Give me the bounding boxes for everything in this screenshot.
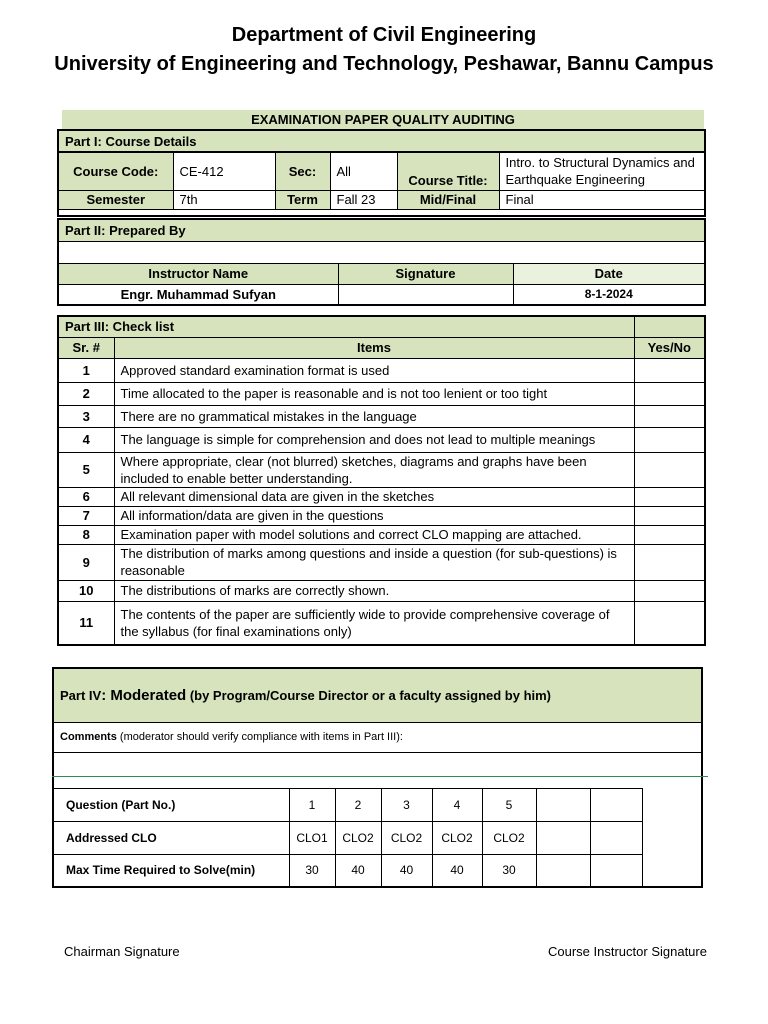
checklist-yesno[interactable]	[634, 544, 705, 580]
instructor-name-value: Engr. Muhammad Sufyan	[58, 284, 338, 305]
chairman-signature: Chairman Signature	[64, 944, 180, 959]
clo-row-cell: CLO2	[335, 821, 381, 854]
checklist-item: The language is simple for comprehension and does not lead to multiple meanings	[114, 427, 634, 452]
question-row	[53, 788, 702, 821]
checklist-sr: 4	[58, 427, 114, 452]
term-label: Term	[275, 190, 330, 209]
checklist-item: Examination paper with model solutions and correct CLO mapping are attached.	[114, 525, 634, 544]
comments-label: Comments	[60, 731, 117, 743]
checklist-sr: 3	[58, 405, 114, 427]
course-title-value: Intro. to Structural Dynamics and Earthquake Engineering	[499, 152, 705, 190]
checklist-row	[58, 580, 705, 601]
part1-heading: Part I: Course Details	[58, 130, 705, 152]
checklist-row	[58, 525, 705, 544]
time-row-cell: 40	[432, 854, 482, 887]
time-row-blank	[642, 854, 702, 887]
checklist-sr: 6	[58, 487, 114, 506]
checklist-row	[58, 601, 705, 645]
midfinal-value: Final	[499, 190, 705, 209]
checklist-row	[58, 487, 705, 506]
part2-spacer	[58, 241, 705, 263]
checklist-item: All relevant dimensional data are given in the sketches	[114, 487, 634, 506]
checklist-yesno[interactable]	[634, 601, 705, 645]
instructor-name-header: Instructor Name	[58, 263, 338, 284]
part1-spacer	[58, 209, 705, 216]
checklist-yesno[interactable]	[634, 382, 705, 405]
checklist-item: All information/data are given in the questions	[114, 506, 634, 525]
date-value: 8-1-2024	[513, 284, 705, 305]
signature-header: Signature	[338, 263, 513, 284]
checklist-sr: 8	[58, 525, 114, 544]
semester-label: Semester	[58, 190, 173, 209]
time-row-label: Max Time Required to Solve(min)	[53, 854, 289, 887]
clo-row-cell	[536, 821, 590, 854]
clo-row-cell: CLO2	[381, 821, 432, 854]
checklist-yesno[interactable]	[634, 358, 705, 382]
question-row-cell: 4	[432, 788, 482, 821]
part3-heading: Part III: Check list	[58, 316, 634, 337]
date-header: Date	[513, 263, 705, 284]
course-instructor-signature: Course Instructor Signature	[548, 944, 707, 959]
sec-label: Sec:	[275, 152, 330, 190]
part2-heading: Part II: Prepared By	[58, 219, 705, 241]
checklist-row	[58, 358, 705, 382]
clo-row-label: Addressed CLO	[53, 821, 289, 854]
checklist-yesno[interactable]	[634, 487, 705, 506]
question-row-label: Question (Part No.)	[53, 788, 289, 821]
question-grid	[53, 788, 702, 887]
part1-course-details	[57, 129, 706, 217]
checklist-sr: 2	[58, 382, 114, 405]
time-row-cell	[536, 854, 590, 887]
clo-row	[53, 821, 702, 854]
checklist-item: The distributions of marks are correctly shown.	[114, 580, 634, 601]
course-code-label: Course Code:	[58, 152, 173, 190]
part2-prepared-by	[57, 218, 706, 306]
form-title	[62, 110, 704, 129]
green-divider-line	[52, 776, 708, 777]
checklist-row	[58, 427, 705, 452]
midfinal-label: Mid/Final	[397, 190, 499, 209]
question-row-cell	[590, 788, 642, 821]
semester-value: 7th	[173, 190, 275, 209]
comments-note: (moderator should verify compliance with items in Part III):	[116, 731, 403, 743]
checklist-yesno[interactable]	[634, 525, 705, 544]
comments-space	[53, 752, 702, 788]
part4-heading	[53, 668, 702, 722]
checklist-item: There are no grammatical mistakes in the language	[114, 405, 634, 427]
university-title: University of Engineering and Technology, Peshawar, Bannu Campus	[54, 53, 714, 75]
clo-row-cell: CLO2	[482, 821, 536, 854]
checklist-sr: 9	[58, 544, 114, 580]
time-row-cell: 30	[482, 854, 536, 887]
checklist-item: Approved standard examination format is used	[114, 358, 634, 382]
course-title-label: Course Title:	[397, 152, 499, 190]
checklist-row	[58, 506, 705, 525]
checklist-item: Where appropriate, clear (not blurred) sketches, diagrams and graphs have been included to enable better understanding.	[114, 452, 634, 487]
checklist-item: The contents of the paper are sufficiently wide to provide comprehensive coverage of the syllabus (for final examinations only)	[114, 601, 634, 645]
checklist-sr: 1	[58, 358, 114, 382]
part4-moderation	[52, 667, 703, 888]
part3-heading-blank	[634, 316, 705, 337]
checklist-row	[58, 544, 705, 580]
term-value: Fall 23	[330, 190, 397, 209]
question-row-cell: 2	[335, 788, 381, 821]
checklist-sr: 7	[58, 506, 114, 525]
checklist-yesno[interactable]	[634, 427, 705, 452]
time-row	[53, 854, 702, 887]
checklist-row	[58, 382, 705, 405]
signature-value	[338, 284, 513, 305]
items-header: Items	[114, 337, 634, 358]
yesno-header: Yes/No	[634, 337, 705, 358]
question-row-cell	[536, 788, 590, 821]
time-row-cell	[590, 854, 642, 887]
course-code-value: CE-412	[173, 152, 275, 190]
checklist-rows	[58, 358, 705, 645]
checklist-yesno[interactable]	[634, 405, 705, 427]
comments-row	[53, 722, 702, 752]
department-title: Department of Civil Engineering	[231, 24, 537, 46]
question-row-cell: 3	[381, 788, 432, 821]
checklist-item: The distribution of marks among questions and inside a question (for sub-questions) is reasonable	[114, 544, 634, 580]
sec-value: All	[330, 152, 397, 190]
time-row-cell: 30	[289, 854, 335, 887]
clo-row-cell	[590, 821, 642, 854]
clo-row-blank	[642, 821, 702, 854]
checklist-item: Time allocated to the paper is reasonable and is not too lenient or too tight	[114, 382, 634, 405]
part4-prefix: Part IV	[60, 687, 102, 703]
part3-checklist	[57, 315, 706, 646]
checklist-yesno[interactable]	[634, 452, 705, 487]
part4-main: : Moderated	[101, 686, 187, 704]
checklist-sr: 11	[58, 601, 114, 645]
checklist-row	[58, 452, 705, 487]
clo-row-cell: CLO2	[432, 821, 482, 854]
checklist-sr: 5	[58, 452, 114, 487]
time-row-cell: 40	[335, 854, 381, 887]
question-row-cell: 1	[289, 788, 335, 821]
sr-header: Sr. #	[58, 337, 114, 358]
form-title-text: EXAMINATION PAPER QUALITY AUDITING	[251, 112, 515, 127]
checklist-row	[58, 405, 705, 427]
clo-row-cell: CLO1	[289, 821, 335, 854]
checklist-yesno[interactable]	[634, 580, 705, 601]
checklist-yesno[interactable]	[634, 506, 705, 525]
checklist-sr: 10	[58, 580, 114, 601]
question-row-cell: 5	[482, 788, 536, 821]
part4-suffix: (by Program/Course Director or a faculty assigned by him)	[186, 687, 552, 703]
question-row-blank	[642, 788, 702, 821]
time-row-cell: 40	[381, 854, 432, 887]
